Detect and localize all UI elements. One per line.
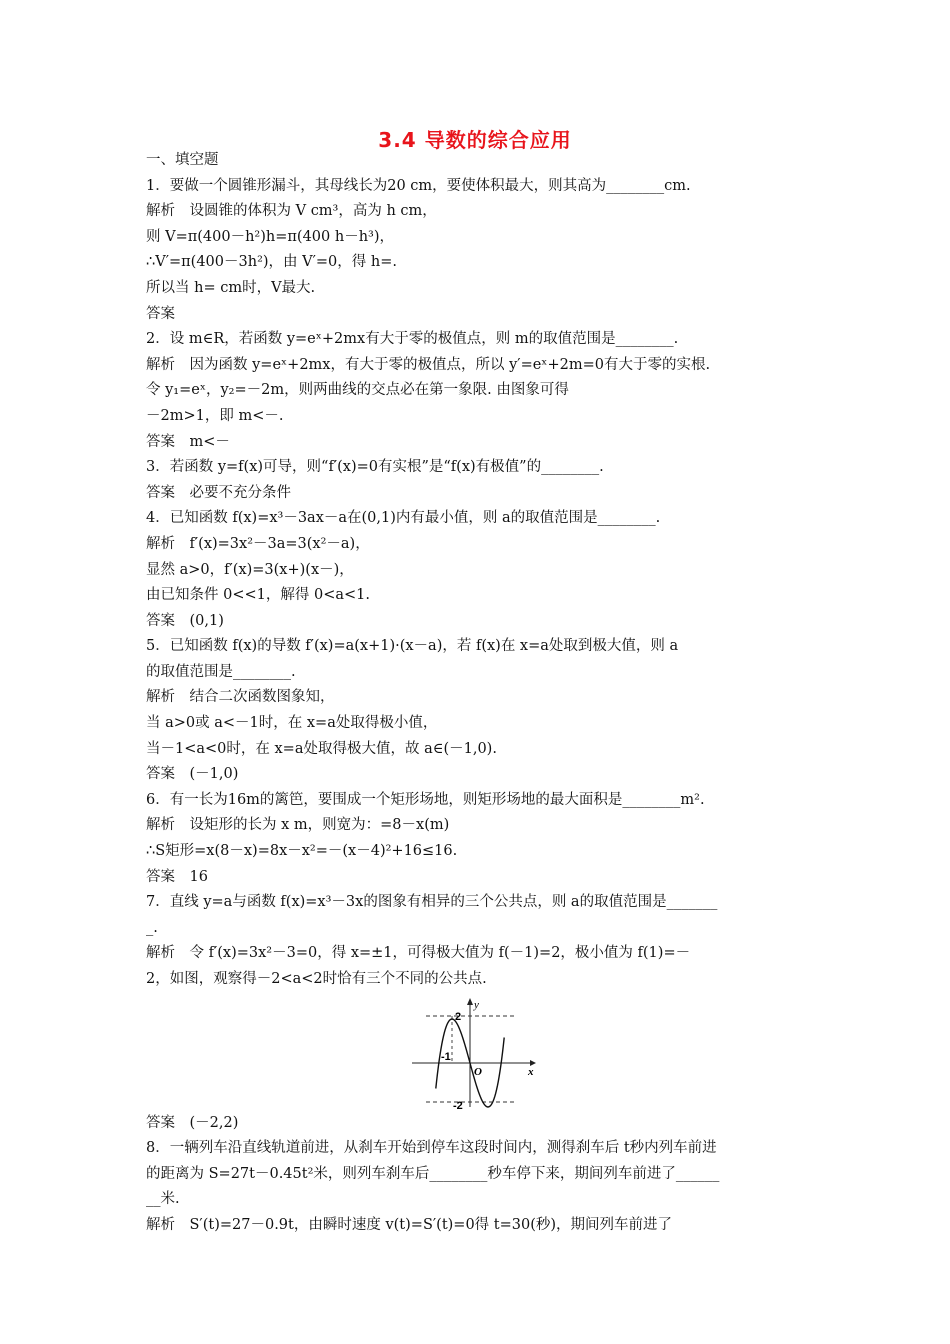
text-line: 解析 f′(x)=3x²－3a=3(x²－a)，: [146, 535, 370, 552]
text-line: 2，如图，观察得－2<a<2时恰有三个不同的公共点.: [146, 971, 487, 987]
text-line: ∴V′=π(400－3h²)，由 V′=0，得 h=.: [146, 254, 397, 271]
text-line: 解析 因为函数 y=eˣ+2mx，有大于零的极值点，所以 y′=eˣ+2m=0有大于零的实根.: [146, 356, 711, 373]
label-neg2: -2: [453, 1099, 463, 1111]
y-axis-arrow: [467, 998, 473, 1005]
text-line: 答案 (－2,2): [146, 1114, 239, 1131]
text-line: 当 a>0或 a<－1时，在 x=a处取得极小值，: [146, 715, 438, 732]
text-line: 2．设 m∈R，若函数 y=eˣ+2mx有大于零的极值点，则 m的取值范围是________.: [146, 331, 679, 348]
text-line: 3．若函数 y=f(x)可导，则“f′(x)=0有实根”是“f(x)有极值”的________.: [146, 459, 604, 476]
text-line: 4．已知函数 f(x)=x³－3ax－a在(0,1)内有最小值，则 a的取值范围是________.: [146, 510, 661, 527]
text-line: 令 y₁=eˣ，y₂=－2m，则两曲线的交点必在第一象限. 由图象可得: [146, 382, 569, 399]
text-line: 6．有一长为16m的篱笆，要围成一个矩形场地，则矩形场地的最大面积是________m².: [146, 791, 705, 808]
text-line: 1．要做一个圆锥形漏斗，其母线长为20 cm，要使体积最大，则其高为________cm.: [146, 177, 691, 194]
text-line: __米.: [146, 1191, 180, 1208]
text-line: 的距离为 S=27t－0.45t²米，则列车刹车后________秒车停下来，期间列车前进了______: [146, 1165, 720, 1182]
label-2: 2: [455, 1010, 462, 1023]
text-line: 解析 S′(t)=27－0.9t，由瞬时速度 v(t)=S′(t)=0得 t=30(秒)，期间列车前进了: [146, 1216, 673, 1233]
text-line: 显然 a>0，f′(x)=3(x+)(x－)，: [146, 561, 354, 578]
text-line: 答案 必要不充分条件: [146, 484, 291, 501]
origin-label: O: [474, 1065, 482, 1078]
text-line: 答案 m<－: [146, 433, 230, 450]
text-line: 答案 (0,1): [146, 612, 224, 629]
cubic-graph: [408, 995, 543, 1111]
label-neg1: -1: [441, 1050, 451, 1063]
text-line: 一、填空题: [146, 152, 219, 168]
y-axis-label: y: [474, 998, 479, 1011]
x-axis-label: x: [528, 1065, 534, 1078]
text-line: 5．已知函数 f(x)的导数 f′(x)=a(x+1)·(x－a)，若 f(x)在 x=a处取到极大值，则 a: [146, 638, 679, 655]
text-line: 答案 (－1,0): [146, 766, 239, 783]
document-body: [146, 148, 811, 1239]
text-line: 所以当 h= cm时，V最大.: [146, 279, 316, 296]
text-line: 解析 令 f′(x)=3x²－3=0，得 x=±1，可得极大值为 f(－1)=2，极小值为 f(1)=－: [146, 945, 691, 962]
text-line: 8．一辆列车沿直线轨道前进，从刹车开始到停车这段时间内，测得刹车后 t秒内列车前进: [146, 1140, 717, 1157]
text-line: 的取值范围是________.: [146, 663, 296, 680]
text-line: 则 V=π(400－h²)h=π(400 h－h³)，: [146, 228, 395, 245]
page-title: 3.4 导数的综合应用: [378, 128, 572, 152]
problem-text-block: [146, 148, 811, 993]
text-line: 解析 结合二次函数图象知，: [146, 689, 335, 706]
text-line: －2m>1，即 m<－.: [146, 407, 284, 424]
text-line: 答案 16: [146, 868, 208, 885]
problem-text-block-after: [146, 1111, 811, 1239]
text-line: 解析 设圆锥的体积为 V cm³，高为 h cm，: [146, 203, 437, 220]
text-line: 答案: [146, 305, 175, 322]
text-line: ∴S矩形=x(8－x)=8x－x²=－(x－4)²+16≤16.: [146, 843, 458, 860]
text-line: 解析 设矩形的长为 x m，则宽为：=8－x(m): [146, 817, 450, 834]
text-line: _.: [146, 919, 158, 936]
text-line: 当－1<a<0时，在 x=a处取得极大值，故 a∈(－1,0).: [146, 740, 497, 757]
text-line: 由已知条件 0<<1，解得 0<a<1.: [146, 587, 370, 604]
text-line: 7．直线 y=a与函数 f(x)=x³－3x的图象有相异的三个公共点，则 a的取值范围是_______: [146, 894, 718, 911]
cubic-graph-figure: [146, 993, 811, 1111]
